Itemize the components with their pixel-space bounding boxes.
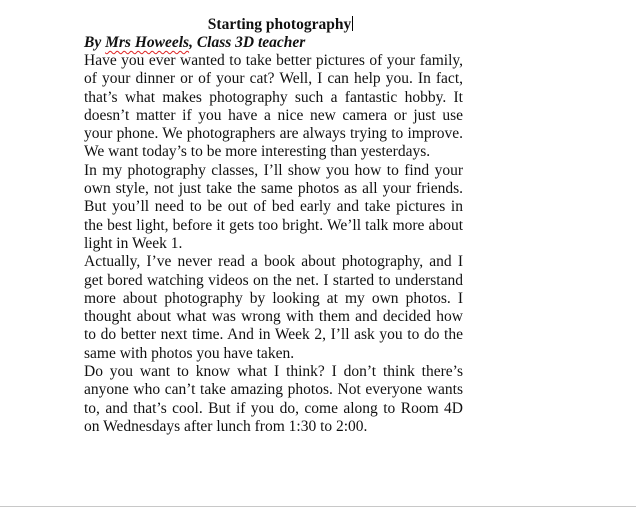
paragraph-learning: Actually, I’ve never read a book about photography, and I get bored watching videos on the net. I started to understand more about photography by looking at my own photos. I thought about what was wrong with them and decided how to do better next time. And in Week 2, I’ll ask you to do the same with photos you have taken. <box>84 253 463 362</box>
byline-prefix: By <box>84 34 106 51</box>
document-title[interactable] <box>84 16 463 34</box>
document-body[interactable] <box>84 16 463 436</box>
paragraph-intro: Have you ever wanted to take better pictures of your family, of your dinner or of your cat? Well, I can help you. In fact, that’s what makes photography such a fantastic hobby. It doesn’t matter if you have a nice new camera or just use your phone. We photographers are always trying to improve. We want today’s to be more interesting than yesterdays. <box>84 52 463 161</box>
byline-author-name[interactable]: Mrs Howeels <box>105 34 190 51</box>
page-bottom-divider <box>0 506 636 507</box>
paragraph-classes: In my photography classes, I’ll show you how to find your own style, not just take the same photos as all your friends. But you’ll need to be out of bed early and take pictures in the best light, before it gets too bright. We’ll talk more about light in Week 1. <box>84 161 463 252</box>
paragraph-invitation: Do you want to know what I think? I don’t think there’s anyone who can’t take amazing photos. Not everyone wants to, and that’s cool. But if you do, come along to Room 4D on Wednesdays after lunch from 1:30 to 2:00. <box>84 363 463 435</box>
document-title-text: Starting photography <box>207 16 352 33</box>
byline-suffix: , Class 3D teacher <box>189 34 306 51</box>
document-byline <box>84 34 463 52</box>
text-cursor <box>352 16 353 31</box>
